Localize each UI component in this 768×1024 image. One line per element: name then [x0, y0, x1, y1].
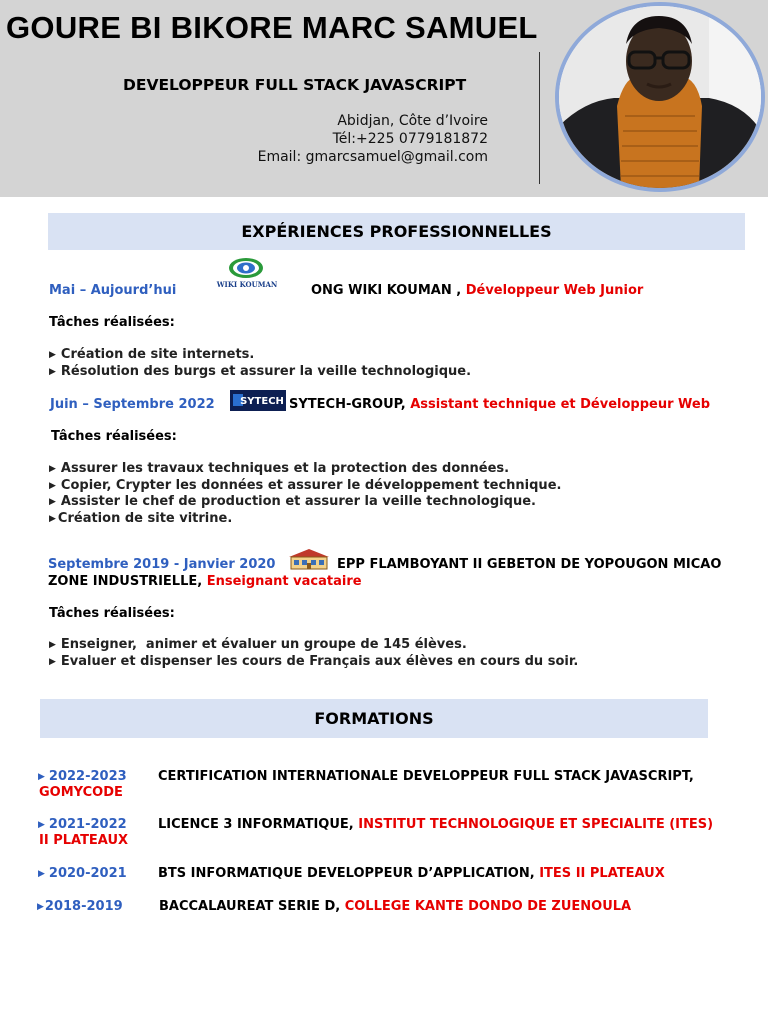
edu-2-school-line1: INSTITUT TECHNOLOGIQUE ET SPECIALITE (ITES) — [358, 817, 714, 832]
job-1-heading — [311, 283, 643, 298]
wiki-kouman-logo — [208, 256, 286, 290]
job-2-heading — [289, 397, 710, 412]
job-2-dates: Juin – Septembre 2022 — [50, 397, 215, 412]
job-title: DEVELOPPEUR FULL STACK JAVASCRIPT — [123, 76, 467, 94]
edu-3-heading — [158, 866, 665, 881]
edu-1-dates-wrap — [38, 769, 127, 784]
triangle-bullet-icon: ▶ — [37, 902, 44, 912]
experience-section-header — [48, 213, 745, 250]
sytech-logo-text: SYTECH — [240, 396, 284, 407]
candidate-name: GOURE BI BIKORE MARC SAMUEL — [6, 10, 538, 45]
job-2-org: SYTECH-GROUP, — [289, 397, 406, 412]
edu-4-school: COLLEGE KANTE DONDO DE ZUENOULA — [344, 899, 632, 914]
edu-2-dates-wrap — [38, 817, 127, 832]
location: Abidjan, Côte d’Ivoire — [337, 113, 488, 129]
phone: Tél:+225 0779181872 — [332, 131, 488, 147]
email: Email: gmarcsamuel@gmail.com — [257, 149, 488, 165]
sytech-logo — [230, 390, 286, 411]
edu-4-heading — [159, 899, 631, 914]
triangle-bullet-icon: ▶ — [49, 481, 56, 491]
edu-4-degree: BACCALAUREAT SERIE D, — [159, 899, 341, 914]
triangle-bullet-icon: ▶ — [38, 820, 45, 830]
edu-2-degree: LICENCE 3 INFORMATIQUE, — [158, 817, 354, 832]
edu-2-heading — [158, 817, 713, 832]
education-section-header — [40, 699, 708, 738]
job-3-tasks-label: Tâches réalisées: — [49, 606, 175, 621]
job-1-org: ONG WIKI KOUMAN , — [311, 283, 462, 298]
triangle-bullet-icon: ▶ — [38, 772, 45, 782]
wiki-kouman-logo-text: WIKI KOUMAN — [216, 280, 278, 289]
edu-4-dates-wrap — [37, 899, 123, 914]
triangle-bullet-icon: ▶ — [49, 497, 56, 507]
job-3-task: ▶ Evaluer et dispenser les cours de Français aux élèves en cours du soir. — [49, 654, 579, 669]
job-1-dates: Mai – Aujourd’hui — [49, 283, 177, 298]
job-1-task: ▶ Création de site internets. — [49, 347, 255, 362]
triangle-bullet-icon: ▶ — [49, 514, 56, 524]
triangle-bullet-icon: ▶ — [49, 640, 56, 650]
education-title: FORMATIONS — [314, 709, 434, 728]
triangle-bullet-icon: ▶ — [49, 657, 56, 667]
edu-3-degree: BTS INFORMATIQUE DEVELOPPEUR D’APPLICATION, — [158, 866, 535, 881]
job-2-position: Assistant technique et Développeur Web — [410, 397, 711, 412]
job-3-org-line2: ZONE INDUSTRIELLE, — [48, 574, 203, 589]
profile-photo — [555, 2, 765, 192]
edu-2-school-line2: II PLATEAUX — [39, 833, 129, 848]
header-divider — [539, 52, 540, 184]
job-3-org-line1: EPP FLAMBOYANT II GEBETON DE YOPOUGON MICAO — [337, 557, 722, 572]
job-2-task: ▶ Création de site vitrine. — [49, 511, 233, 526]
job-3-heading-line2 — [48, 574, 362, 589]
edu-3-dates-wrap — [38, 866, 127, 881]
job-3-dates: Septembre 2019 - Janvier 2020 — [48, 557, 276, 572]
triangle-bullet-icon: ▶ — [49, 367, 56, 377]
edu-4-dates: 2018-2019 — [44, 899, 123, 914]
job-3-position: Enseignant vacataire — [206, 574, 362, 589]
job-1-task: ▶ Résolution des burgs et assurer la veille technologique. — [49, 364, 472, 379]
job-3-task: ▶ Enseigner, animer et évaluer un groupe de 145 élèves. — [49, 637, 467, 652]
triangle-bullet-icon: ▶ — [49, 350, 56, 360]
job-2-task: ▶ Copier, Crypter les données et assurer le développement technique. — [49, 478, 562, 493]
edu-3-school: ITES II PLATEAUX — [539, 866, 665, 881]
job-2-tasks-label: Tâches réalisées: — [51, 429, 177, 444]
experience-title: EXPÉRIENCES PROFESSIONNELLES — [241, 222, 552, 241]
school-building-icon — [288, 548, 330, 570]
edu-2-dates: 2021-2022 — [48, 817, 127, 832]
job-1-position: Développeur Web Junior — [465, 283, 644, 298]
edu-1-school: GOMYCODE — [39, 785, 123, 800]
job-1-tasks-label: Tâches réalisées: — [49, 315, 175, 330]
edu-1-dates: 2022-2023 — [48, 769, 127, 784]
triangle-bullet-icon: ▶ — [38, 869, 45, 879]
triangle-bullet-icon: ▶ — [49, 464, 56, 474]
edu-3-dates: 2020-2021 — [48, 866, 127, 881]
job-2-task: ▶ Assister le chef de production et assurer la veille technologique. — [49, 494, 536, 509]
edu-1-degree: CERTIFICATION INTERNATIONALE DEVELOPPEUR FULL STACK JAVASCRIPT, — [158, 769, 694, 784]
job-2-task: ▶ Assurer les travaux techniques et la protection des données. — [49, 461, 510, 476]
